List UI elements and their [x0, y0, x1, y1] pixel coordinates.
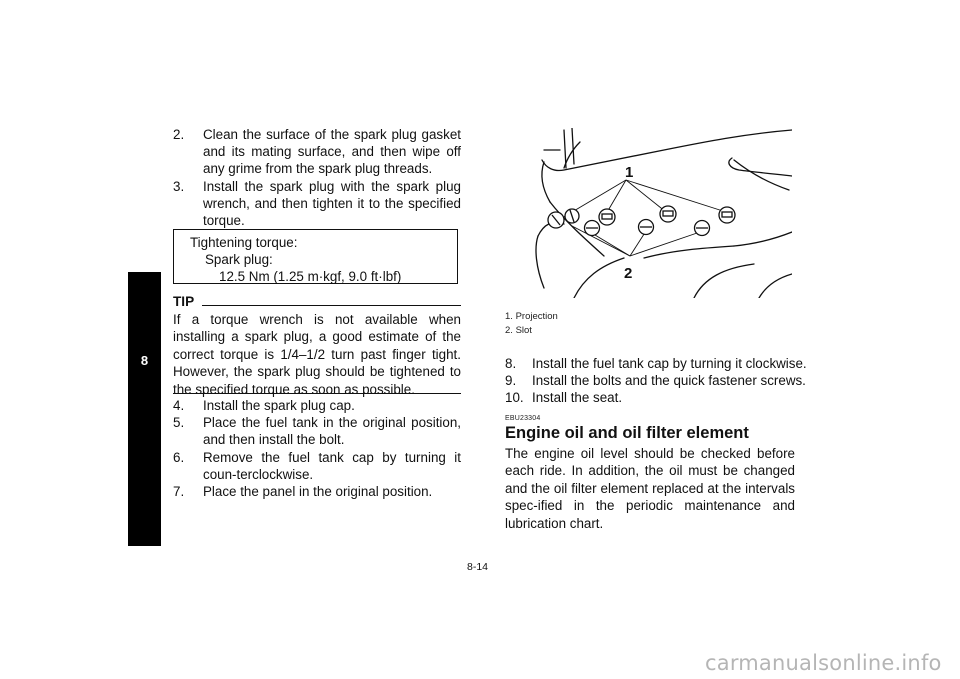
step-text: Install the fuel tank cap by turning it clockwise. — [532, 356, 807, 371]
step-item — [173, 483, 461, 500]
step-text: Install the bolts and the quick fastener screws. — [532, 373, 806, 388]
step-text: Place the panel in the original position. — [203, 484, 433, 499]
step-item — [505, 389, 795, 406]
tip-text: If a torque wrench is not available when installing a spark plug, a good estimate of the correct torque is 1/4–1/2 turn past finger tight. However, the spark plug should be tightened to the specified torque as soon as possible. — [173, 312, 461, 397]
step-item — [173, 414, 461, 448]
tip-title: TIP — [173, 294, 195, 309]
callout-leader — [626, 180, 726, 212]
tank-outline — [759, 274, 792, 298]
step-text: Install the spark plug with the spark plug wrench, and then tighten it to the specified torque. — [203, 179, 461, 229]
step-number: 10. — [505, 390, 524, 405]
figure-caption — [505, 325, 532, 336]
tank-outline — [564, 130, 566, 168]
caption-number: 1. — [505, 311, 513, 322]
section-tab — [128, 272, 161, 546]
tank-outline — [729, 158, 792, 176]
tip-divider — [202, 305, 461, 306]
step-text: Place the fuel tank in the original position, and then install the bolt. — [203, 415, 461, 448]
torque-label: Tightening torque: — [190, 235, 298, 250]
step-text: Remove the fuel tank cap by turning it coun-terclockwise. — [203, 450, 461, 483]
tank-outline — [694, 264, 754, 298]
torque-spec-box — [173, 229, 458, 284]
fuel-tank-cap-illustration — [504, 128, 792, 298]
tank-outline — [644, 246, 734, 258]
tank-outline — [572, 128, 574, 164]
section-body: The engine oil level should be checked before each ride. In addition, the oil must be changed and the oil filter element replaced at the intervals spec-ified in the periodic maintenance and lubrication chart. — [505, 446, 795, 531]
torque-value: 12.5 Nm (1.25 m·kgf, 9.0 ft·lbf) — [219, 269, 402, 284]
callout-2: 2 — [624, 265, 633, 282]
caption-number: 2. — [505, 325, 513, 336]
section-code: EBU23304 — [505, 415, 541, 422]
step-number: 9. — [505, 373, 517, 388]
callout-leader — [626, 180, 666, 212]
caption-text: Slot — [515, 325, 532, 336]
callout-leader — [590, 232, 630, 256]
step-number: 3. — [173, 179, 185, 194]
callout-1: 1 — [625, 164, 634, 181]
tank-outline — [734, 232, 792, 246]
figure-caption — [505, 311, 558, 322]
step-number: 7. — [173, 484, 185, 499]
step-text: Clean the surface of the spark plug gasket and its mating surface, and then wipe off any grime from the spark plug threads. — [203, 127, 461, 177]
watermark: carmanualsonline.info — [705, 651, 942, 675]
step-number: 2. — [173, 127, 185, 142]
page-number: 8-14 — [467, 561, 489, 573]
step-item — [505, 355, 807, 372]
step-text: Install the seat. — [532, 390, 623, 405]
step-number: 4. — [173, 398, 185, 413]
tank-outline — [574, 258, 624, 298]
caption-text: Projection — [515, 311, 558, 322]
step-text: Install the spark plug cap. — [203, 398, 355, 413]
step-item — [173, 397, 461, 414]
tip-bottom-divider — [173, 393, 461, 394]
step-number: 8. — [505, 356, 517, 371]
tank-outline — [542, 130, 792, 171]
callout-leader — [630, 232, 700, 256]
step-item — [505, 372, 806, 389]
callout-leader — [572, 226, 630, 256]
section-heading: Engine oil and oil filter element — [505, 424, 749, 442]
tank-outline — [536, 236, 544, 288]
step-item — [173, 178, 461, 230]
step-item — [173, 126, 461, 178]
section-tab-label: 8 — [140, 353, 149, 368]
step-number: 5. — [173, 415, 185, 430]
torque-item: Spark plug: — [205, 252, 273, 267]
step-item — [173, 449, 461, 483]
step-number: 6. — [173, 450, 185, 465]
